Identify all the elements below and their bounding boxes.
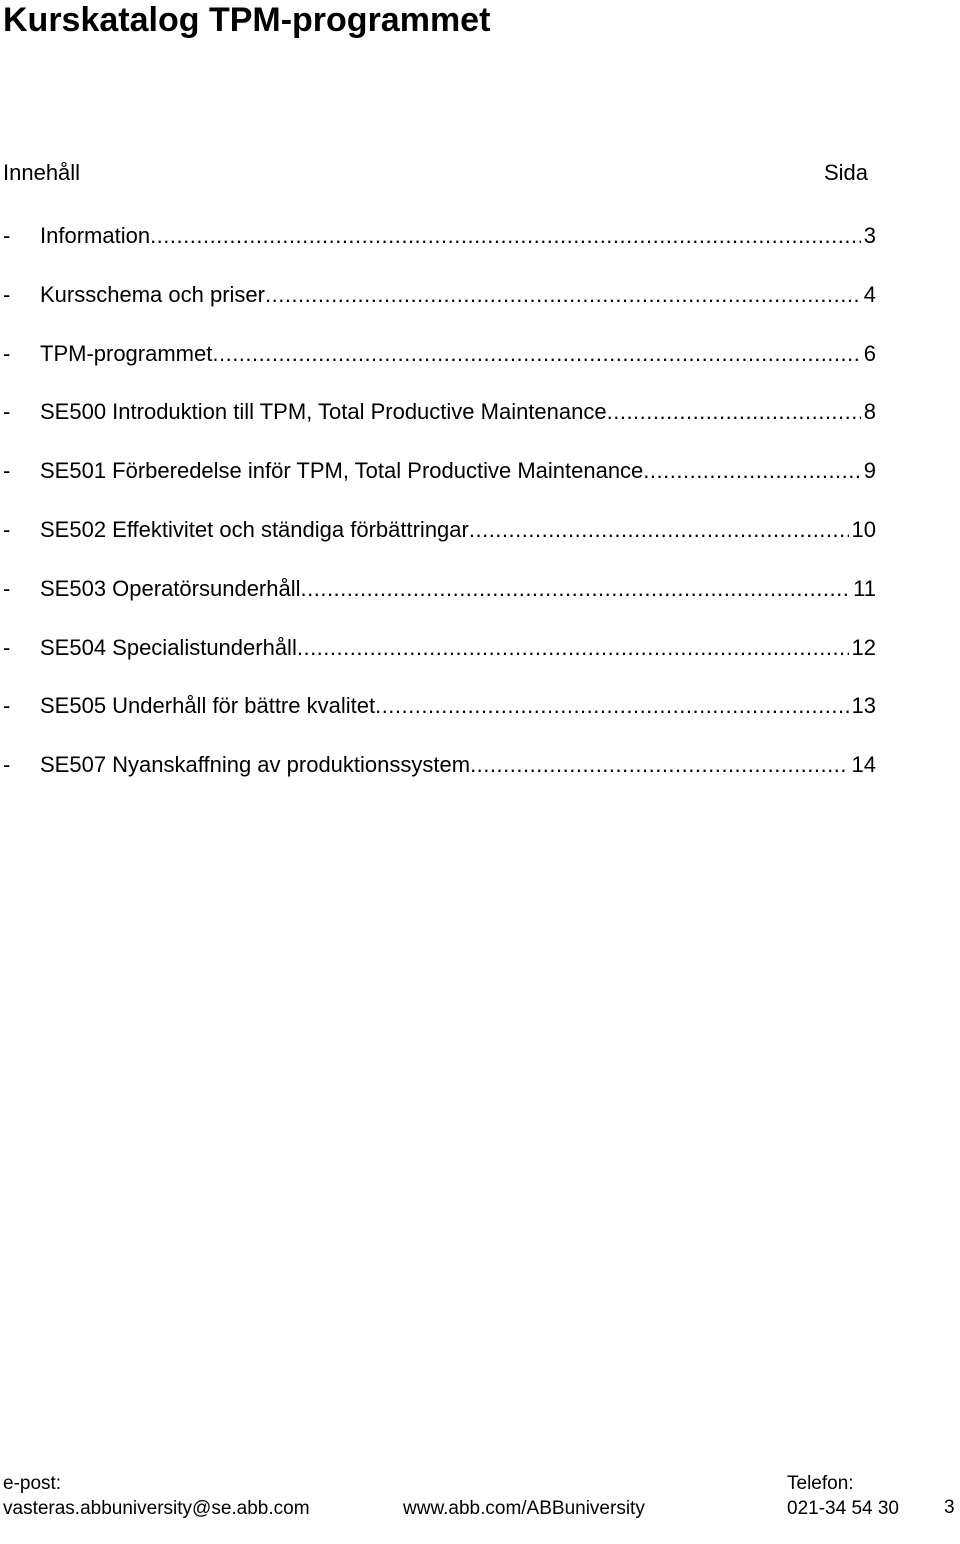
toc-dash: - (3, 223, 11, 248)
toc-entry-page: 8 (863, 399, 876, 424)
toc-leader (265, 280, 861, 310)
toc-entry-label: TPM-programmet (40, 341, 213, 366)
toc-entry-label: SE501 Förberedelse inför TPM, Total Productive Maintenance (40, 458, 644, 483)
toc-dash: - (3, 458, 11, 483)
toc-dash: - (3, 517, 11, 542)
toc-dash: - (3, 282, 11, 307)
toc-entry-page: 6 (863, 341, 876, 366)
toc-entry[interactable] (3, 691, 876, 721)
footer-phone-label: Telefon: (787, 1473, 854, 1494)
toc-dash: - (3, 576, 11, 601)
toc-entry-page: 14 (851, 752, 876, 777)
toc-entry-page: 12 (851, 635, 876, 660)
toc-heading-contents: Innehåll (3, 160, 81, 185)
toc-entry-page: 11 (853, 576, 876, 601)
toc-entry-label: SE504 Specialistunderhåll (40, 635, 297, 660)
toc-leader (607, 397, 861, 427)
toc-entry-label: SE503 Operatörsunderhåll (40, 576, 301, 601)
toc-leader (212, 339, 860, 369)
toc-entry[interactable] (3, 574, 876, 604)
toc-entry-page: 10 (851, 517, 876, 542)
footer-web-link[interactable]: www.abb.com/ABBuniversity (403, 1498, 645, 1519)
toc-entry-label: Kursschema och priser (40, 282, 265, 307)
toc-heading-page: Sida (824, 160, 869, 185)
toc-leader (301, 574, 851, 604)
toc-entry-label: Information (40, 223, 151, 248)
toc-leader (375, 691, 848, 721)
page-title: Kurskatalog TPM-programmet (3, 1, 491, 39)
toc-entry[interactable] (3, 515, 876, 545)
toc-dash: - (3, 752, 11, 777)
toc-dash: - (3, 341, 11, 366)
footer-email-link[interactable]: vasteras.abbuniversity@se.abb.com (3, 1498, 310, 1519)
toc-entry[interactable] (3, 397, 876, 427)
toc-entry[interactable] (3, 750, 876, 780)
toc-entry-label: SE502 Effektivitet och ständiga förbättringar (40, 517, 469, 542)
toc-leader (150, 221, 861, 251)
toc-entry[interactable] (3, 339, 876, 369)
toc-entry[interactable] (3, 633, 876, 663)
toc-leader (297, 633, 849, 663)
footer-email-label: e-post: (3, 1473, 62, 1494)
toc-entry-page: 9 (863, 458, 876, 483)
toc-entry-page: 4 (863, 282, 876, 307)
toc-entry-page: 13 (851, 693, 876, 718)
toc-dash: - (3, 635, 11, 660)
page-number: 3 (944, 1497, 955, 1518)
toc-entry-label: SE500 Introduktion till TPM, Total Productive Maintenance (40, 399, 607, 424)
toc-entry-label: SE507 Nyanskaffning av produktionssystem (40, 752, 471, 777)
footer-phone: 021-34 54 30 (787, 1498, 899, 1519)
toc-entry[interactable] (3, 456, 876, 486)
toc-dash: - (3, 693, 11, 718)
toc-entry[interactable] (3, 280, 876, 310)
toc-leader (469, 515, 849, 545)
toc-leader (643, 456, 860, 486)
toc-entry-label: SE505 Underhåll för bättre kvalitet (40, 693, 376, 718)
toc-dash: - (3, 399, 11, 424)
toc-entry[interactable] (3, 221, 876, 251)
toc-entry-page: 3 (863, 223, 876, 248)
toc-leader (470, 750, 848, 780)
